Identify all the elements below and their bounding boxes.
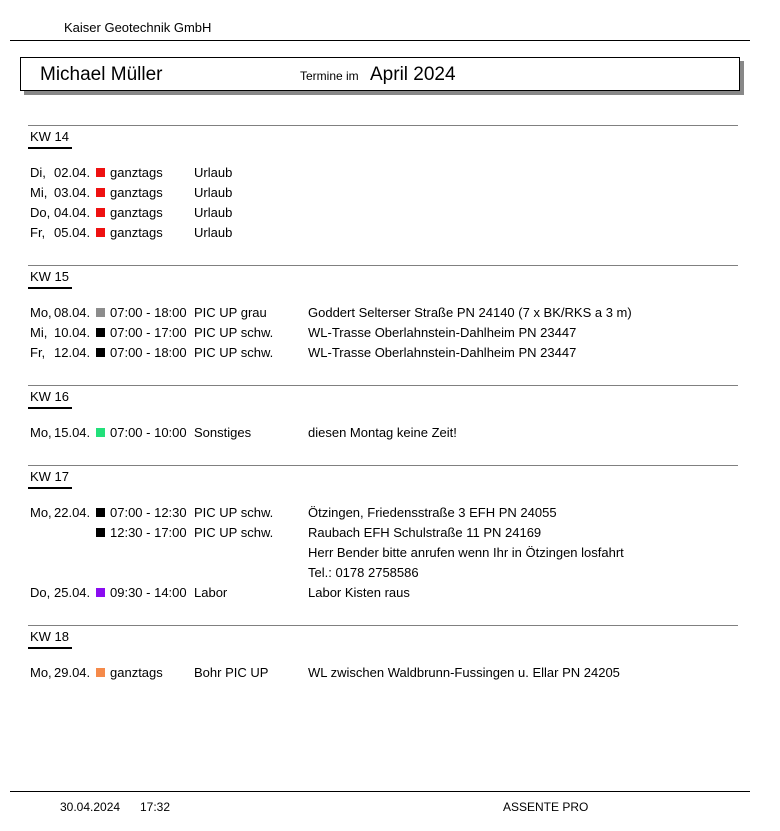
time-range: ganztags bbox=[110, 665, 163, 680]
appointment-description: diesen Montag keine Zeit! bbox=[308, 425, 457, 440]
appointment-description: Ötzingen, Friedensstraße 3 EFH PN 24055 bbox=[308, 505, 557, 520]
date: 12.04. bbox=[54, 345, 91, 360]
appointment-description: Labor Kisten raus bbox=[308, 585, 410, 600]
weekday: Fr, bbox=[30, 345, 46, 360]
category-color-icon bbox=[96, 528, 105, 537]
category-color-icon bbox=[96, 188, 105, 197]
appointment-description: WL-Trasse Oberlahnstein-Dahlheim PN 23447 bbox=[308, 345, 577, 360]
appointment-type: PIC UP schw. bbox=[194, 345, 274, 360]
weekday: Di, bbox=[30, 165, 46, 180]
category-color-icon bbox=[96, 348, 105, 357]
time-range: 12:30 - 17:00 bbox=[110, 525, 187, 540]
title-box bbox=[20, 57, 740, 91]
time-range: ganztags bbox=[110, 185, 163, 200]
category-color-icon bbox=[96, 228, 105, 237]
time-range: 07:00 - 10:00 bbox=[110, 425, 187, 440]
week-underline bbox=[28, 487, 72, 489]
date: 22.04. bbox=[54, 505, 91, 520]
header-divider bbox=[10, 40, 750, 41]
week-underline bbox=[28, 647, 72, 649]
date: 15.04. bbox=[54, 425, 91, 440]
category-color-icon bbox=[96, 588, 105, 597]
week-label: KW 15 bbox=[30, 269, 70, 284]
category-color-icon bbox=[96, 508, 105, 517]
week-label: KW 16 bbox=[30, 389, 70, 404]
company-name: Kaiser Geotechnik GmbH bbox=[64, 20, 212, 35]
appointment-type: Bohr PIC UP bbox=[194, 665, 269, 680]
week-label: KW 18 bbox=[30, 629, 70, 644]
appointment-description: Raubach EFH Schulstraße 11 PN 24169 bbox=[308, 525, 542, 540]
week-underline bbox=[28, 287, 72, 289]
appointment-type: PIC UP schw. bbox=[194, 505, 274, 520]
footer-date: 30.04.2024 bbox=[60, 800, 121, 814]
footer-divider bbox=[10, 791, 750, 792]
week-divider bbox=[28, 265, 738, 266]
appointment-type: PIC UP schw. bbox=[194, 525, 274, 540]
date: 04.04. bbox=[54, 205, 91, 220]
person-name: Michael Müller bbox=[40, 64, 163, 85]
appointment-type: Sonstiges bbox=[194, 425, 252, 440]
time-range: ganztags bbox=[110, 165, 163, 180]
appointment-description: Goddert Selterser Straße PN 24140 (7 x BK/RKS a 3 m) bbox=[308, 305, 632, 320]
time-range: 07:00 - 18:00 bbox=[110, 305, 187, 320]
termine-label: Termine im bbox=[300, 69, 359, 83]
date: 08.04. bbox=[54, 305, 91, 320]
appointment-description: WL zwischen Waldbrunn-Fussingen u. Ellar PN 24205 bbox=[308, 665, 620, 680]
appointment-type: Urlaub bbox=[194, 225, 233, 240]
appointment-description: Herr Bender bitte anrufen wenn Ihr in Ötzingen losfahrt bbox=[308, 545, 624, 560]
date: 02.04. bbox=[54, 165, 91, 180]
category-color-icon bbox=[96, 208, 105, 217]
week-divider bbox=[28, 465, 738, 466]
appointment-type: Labor bbox=[194, 585, 228, 600]
category-color-icon bbox=[96, 328, 105, 337]
week-divider bbox=[28, 625, 738, 626]
appointment-type: PIC UP schw. bbox=[194, 325, 274, 340]
category-color-icon bbox=[96, 668, 105, 677]
week-underline bbox=[28, 407, 72, 409]
appointment-type: Urlaub bbox=[194, 165, 233, 180]
weekday: Mo, bbox=[30, 305, 52, 320]
footer-time: 17:32 bbox=[140, 800, 171, 814]
date: 25.04. bbox=[54, 585, 91, 600]
month-label: April 2024 bbox=[370, 64, 456, 85]
appointment-description: WL-Trasse Oberlahnstein-Dahlheim PN 23447 bbox=[308, 325, 577, 340]
appointment-description: Tel.: 0178 2758586 bbox=[308, 565, 419, 580]
week-underline bbox=[28, 147, 72, 149]
weekday: Mi, bbox=[30, 185, 48, 200]
time-range: ganztags bbox=[110, 225, 163, 240]
week-divider bbox=[28, 385, 738, 386]
date: 29.04. bbox=[54, 665, 91, 680]
week-label: KW 14 bbox=[30, 129, 70, 144]
category-color-icon bbox=[96, 168, 105, 177]
weekday: Mo, bbox=[30, 665, 52, 680]
weekday: Mo, bbox=[30, 505, 52, 520]
time-range: 09:30 - 14:00 bbox=[110, 585, 187, 600]
weekday: Do, bbox=[30, 585, 51, 600]
category-color-icon bbox=[96, 428, 105, 437]
date: 10.04. bbox=[54, 325, 91, 340]
week-label: KW 17 bbox=[30, 469, 70, 484]
date: 05.04. bbox=[54, 225, 91, 240]
time-range: 07:00 - 17:00 bbox=[110, 325, 187, 340]
weekday: Mi, bbox=[30, 325, 48, 340]
footer-app: ASSENTE PRO bbox=[503, 800, 589, 814]
appointment-type: Urlaub bbox=[194, 205, 233, 220]
weekday: Mo, bbox=[30, 425, 52, 440]
category-color-icon bbox=[96, 308, 105, 317]
weekday: Do, bbox=[30, 205, 51, 220]
appointment-type: Urlaub bbox=[194, 185, 233, 200]
time-range: 07:00 - 18:00 bbox=[110, 345, 187, 360]
week-divider bbox=[28, 125, 738, 126]
date: 03.04. bbox=[54, 185, 91, 200]
time-range: ganztags bbox=[110, 205, 163, 220]
weekday: Fr, bbox=[30, 225, 46, 240]
appointment-type: PIC UP grau bbox=[194, 305, 267, 320]
time-range: 07:00 - 12:30 bbox=[110, 505, 187, 520]
